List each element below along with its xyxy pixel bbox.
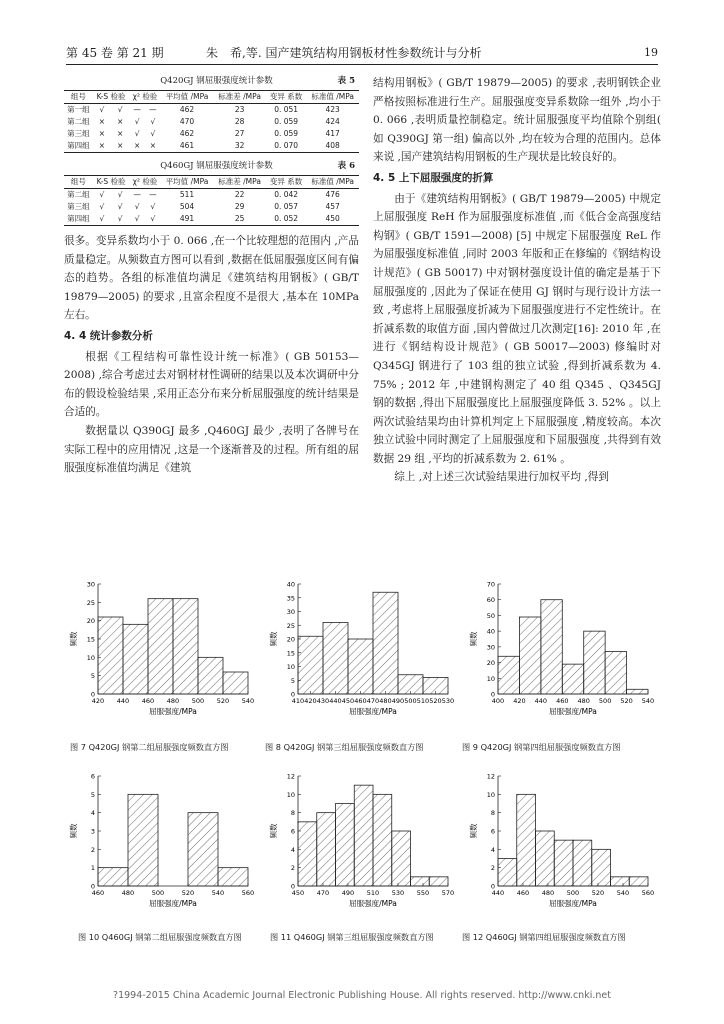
histogram-bar bbox=[554, 840, 573, 886]
x-tick-label: 400 bbox=[491, 697, 505, 705]
x-tick-label: 540 bbox=[641, 697, 655, 705]
paragraph: 结构用钢板》( GB/T 19879—2005) 的要求 ,表明钢铁企业严格按照标准进行生产。屈服强度变异系数除一组外 ,均小于 0. 066 ,表明质量控制稳定。统计屈服强度平均值除个别组( 如 Q390GJ 第一组) 偏高以外 ,均在较为合理的范围内。总体来说 ,国产建筑结构用钢板的生产现状是比较良好的。 bbox=[373, 77, 661, 164]
x-tick-label: 510 bbox=[366, 889, 380, 897]
table-cell: √ bbox=[93, 213, 111, 226]
table-cell: √ bbox=[129, 213, 145, 226]
y-tick-label: 15 bbox=[86, 635, 95, 644]
table-cell: 491 bbox=[161, 213, 214, 226]
y-tick-label: 0 bbox=[490, 690, 495, 699]
x-axis-label: 屈服强度/MPa bbox=[149, 707, 197, 716]
table6-header: χ² 检验 bbox=[129, 176, 160, 189]
table5 bbox=[64, 90, 359, 153]
y-tick-label: 35 bbox=[286, 594, 295, 603]
y-tick-label: 2 bbox=[290, 864, 295, 873]
figure-row-1 bbox=[64, 580, 664, 716]
x-tick-label: 420 bbox=[91, 697, 105, 705]
fig12-caption: 图 12 Q460GJ 钢第四组屈服强度频数直方图 bbox=[462, 932, 626, 942]
table6-header: 组号 bbox=[64, 176, 93, 189]
y-tick-label: 4 bbox=[90, 809, 95, 818]
table-cell: 504 bbox=[179, 202, 195, 211]
page-header bbox=[66, 44, 658, 66]
histogram-bar bbox=[584, 631, 605, 694]
table6-number: 表 6 bbox=[337, 161, 355, 171]
table-cell: 0. 059 bbox=[274, 117, 299, 126]
histogram-bar bbox=[498, 859, 517, 887]
table5-number: 表 5 bbox=[337, 76, 355, 86]
histogram-bar bbox=[218, 868, 248, 886]
table-cell: × bbox=[129, 140, 145, 153]
table-row bbox=[64, 201, 359, 213]
x-tick-label: 440 bbox=[116, 697, 130, 705]
x-tick-label: 510 bbox=[416, 697, 430, 705]
x-tick-label: 420 bbox=[304, 697, 317, 705]
histogram-fig8 bbox=[264, 580, 464, 720]
left-column bbox=[64, 74, 359, 478]
x-tick-label: 460 bbox=[141, 697, 155, 705]
histogram-bar bbox=[298, 636, 323, 694]
x-tick-label: 470 bbox=[316, 889, 330, 897]
x-tick-label: 520 bbox=[591, 889, 605, 897]
table-cell: 0. 057 bbox=[274, 202, 299, 211]
table-cell: 第二组 bbox=[67, 117, 90, 126]
x-tick-label: 520 bbox=[181, 889, 195, 897]
x-tick-label: 540 bbox=[616, 889, 630, 897]
y-tick-label: 12 bbox=[486, 772, 495, 781]
histogram-bar bbox=[392, 831, 411, 886]
table-cell: × bbox=[93, 140, 111, 153]
y-tick-label: 25 bbox=[286, 621, 295, 630]
histogram-bar bbox=[429, 877, 448, 886]
histogram-fig12 bbox=[464, 772, 664, 912]
x-tick-label: 480 bbox=[166, 697, 180, 705]
table-cell: 424 bbox=[325, 117, 340, 126]
y-tick-label: 0 bbox=[90, 690, 95, 699]
x-tick-label: 490 bbox=[341, 889, 355, 897]
x-tick-label: 530 bbox=[441, 697, 455, 705]
table-cell: √ bbox=[134, 129, 140, 138]
y-tick-label: 25 bbox=[86, 598, 95, 607]
table6-title: Q460GJ 钢屈服强度统计参数 bbox=[160, 161, 273, 171]
x-tick-label: 500 bbox=[404, 697, 417, 705]
x-tick-label: 440 bbox=[329, 697, 342, 705]
y-tick-label: 20 bbox=[86, 617, 95, 626]
histogram-bar bbox=[611, 877, 630, 886]
table-cell: × bbox=[111, 140, 129, 153]
histogram-bar bbox=[188, 813, 218, 886]
table-cell: √ bbox=[150, 117, 156, 126]
table5-header: χ² 检验 bbox=[129, 91, 160, 104]
histogram-bar bbox=[562, 664, 583, 694]
table-cell: 470 bbox=[179, 117, 195, 126]
x-tick-label: 470 bbox=[366, 697, 380, 705]
table-cell: — bbox=[149, 190, 157, 199]
table-cell: × bbox=[98, 117, 106, 126]
y-tick-label: 12 bbox=[286, 772, 295, 781]
y-tick-label: 40 bbox=[486, 627, 495, 636]
table-cell: 第二组 bbox=[67, 190, 90, 199]
y-tick-label: 30 bbox=[86, 580, 95, 589]
table-cell: √ bbox=[145, 213, 161, 226]
table-cell: 第四组 bbox=[64, 213, 93, 226]
paragraph: 综上 ,对上述三次试验结果进行加权平均 ,得到 bbox=[394, 471, 609, 484]
histogram-bar bbox=[223, 672, 248, 694]
histogram-bar bbox=[148, 599, 173, 694]
x-tick-label: 460 bbox=[556, 697, 569, 705]
fig9-caption: 图 9 Q420GJ 钢第四组屈服强度频数直方图 bbox=[462, 742, 621, 752]
y-tick-label: 0 bbox=[90, 882, 95, 891]
x-tick-label: 460 bbox=[354, 697, 367, 705]
x-tick-label: 520 bbox=[429, 697, 442, 705]
y-tick-label: 50 bbox=[486, 611, 495, 620]
histogram-bar bbox=[605, 652, 626, 694]
table-cell: 462 bbox=[179, 129, 195, 138]
x-tick-label: 490 bbox=[391, 697, 405, 705]
paragraph: 根据《工程结构可靠性设计统一标准》( GB 50153—2008) ,综合考虑过去对钢材材性调研的结果以及本次调研中分布的假设检验结果 ,采用正态分布来分析屈服强度的统计结果是合适的。 bbox=[64, 350, 359, 419]
table5-title: Q420GJ 钢屈服强度统计参数 bbox=[160, 76, 273, 86]
histogram-fig11 bbox=[264, 772, 464, 912]
table5-header: 标准差 /MPa bbox=[213, 91, 266, 104]
table5-header: 平均值 /MPa bbox=[161, 91, 214, 104]
histogram-fig7 bbox=[64, 580, 264, 720]
x-tick-label: 530 bbox=[391, 889, 405, 897]
y-tick-label: 20 bbox=[286, 635, 295, 644]
fig8-caption: 图 8 Q420GJ 钢第三组屈服强度频数直方图 bbox=[265, 742, 424, 752]
y-axis-label: 频数 bbox=[69, 823, 78, 839]
figure-row-2 bbox=[64, 772, 664, 908]
x-tick-label: 450 bbox=[291, 889, 305, 897]
y-tick-label: 30 bbox=[286, 608, 295, 616]
table6-caption bbox=[64, 159, 359, 175]
table-cell: 25 bbox=[213, 213, 266, 226]
y-axis-label: 频数 bbox=[269, 631, 278, 647]
y-tick-label: 20 bbox=[486, 659, 495, 668]
table-cell: 423 bbox=[325, 105, 340, 114]
x-axis-label: 屈服强度/MPa bbox=[349, 899, 397, 908]
table-cell: — bbox=[133, 190, 141, 199]
y-tick-label: 8 bbox=[290, 809, 295, 818]
y-axis-label: 频数 bbox=[469, 631, 478, 647]
x-tick-label: 540 bbox=[211, 889, 225, 897]
table-cell: √ bbox=[117, 202, 123, 211]
histogram-bar bbox=[541, 600, 562, 694]
x-tick-label: 420 bbox=[513, 697, 526, 705]
y-tick-label: 10 bbox=[286, 790, 295, 799]
x-tick-label: 440 bbox=[491, 889, 505, 897]
x-tick-label: 500 bbox=[151, 889, 165, 897]
table-cell: 27 bbox=[234, 129, 245, 138]
x-tick-label: 460 bbox=[516, 889, 530, 897]
table-cell: √ bbox=[150, 202, 156, 211]
y-tick-label: 2 bbox=[490, 864, 495, 873]
y-axis-label: 频数 bbox=[69, 631, 78, 647]
histogram-bar bbox=[629, 877, 648, 886]
y-axis-label: 频数 bbox=[469, 823, 478, 839]
table6-header: 标准差 /MPa bbox=[213, 176, 266, 189]
y-tick-label: 60 bbox=[486, 596, 495, 605]
table-cell: 第三组 bbox=[67, 202, 90, 211]
page-number: 19 bbox=[644, 46, 658, 59]
section-heading: 4. 5 上下屈服强度的折算 bbox=[373, 171, 494, 184]
histogram-bar bbox=[627, 689, 648, 694]
paragraph: 数据量以 Q390GJ 最多 ,Q460GJ 最少 ,表明了各牌号在实际工程中的应用情况 ,这是一个逐渐普及的过程。所有组的屈服强度标准值均满足《建筑 bbox=[64, 424, 359, 475]
table-cell: 第三组 bbox=[67, 129, 90, 138]
x-tick-label: 520 bbox=[620, 697, 633, 705]
x-tick-label: 480 bbox=[577, 697, 590, 705]
x-axis-label: 屈服强度/MPa bbox=[549, 707, 597, 716]
table-cell: 第四组 bbox=[64, 140, 93, 153]
table5-caption bbox=[64, 74, 359, 90]
table-row bbox=[64, 140, 359, 153]
table-cell: √ bbox=[111, 213, 129, 226]
x-tick-label: 500 bbox=[566, 889, 580, 897]
x-tick-label: 480 bbox=[121, 889, 135, 897]
table-cell: 22 bbox=[234, 190, 245, 199]
x-tick-label: 500 bbox=[598, 697, 612, 705]
table-cell: 462 bbox=[179, 105, 195, 114]
x-tick-label: 550 bbox=[416, 889, 430, 897]
y-tick-label: 5 bbox=[90, 672, 95, 681]
y-tick-label: 0 bbox=[290, 882, 295, 891]
y-tick-label: 0 bbox=[290, 690, 295, 699]
table-cell: 511 bbox=[179, 190, 195, 199]
histogram-bar bbox=[373, 794, 392, 886]
y-tick-label: 10 bbox=[486, 790, 495, 799]
y-tick-label: 10 bbox=[286, 663, 295, 671]
table-cell: √ bbox=[150, 129, 156, 138]
y-axis-label: 频数 bbox=[269, 823, 278, 839]
table5-header: 变异 系数 bbox=[266, 91, 306, 104]
y-tick-label: 10 bbox=[486, 674, 495, 683]
article-running-title: 朱 希,等. 国产建筑结构用钢板材性参数统计与分析 bbox=[206, 46, 482, 60]
table-cell: 476 bbox=[325, 190, 340, 199]
y-tick-label: 3 bbox=[90, 827, 95, 836]
histogram-bar bbox=[348, 639, 373, 694]
histogram-bar bbox=[123, 624, 148, 694]
table-cell: 0. 052 bbox=[266, 213, 306, 226]
table-cell: 32 bbox=[213, 140, 266, 153]
x-tick-label: 450 bbox=[341, 697, 355, 705]
table-cell: √ bbox=[99, 202, 105, 211]
table6-header: 变异 系数 bbox=[266, 176, 306, 189]
histogram-bar bbox=[198, 657, 223, 694]
table-cell: — bbox=[149, 105, 157, 114]
table6-header: 标准值 /MPa bbox=[306, 176, 359, 189]
histogram-bar bbox=[98, 617, 123, 694]
x-tick-label: 560 bbox=[241, 889, 255, 897]
fig7-caption: 图 7 Q420GJ 钢第二组屈服强度频数直方图 bbox=[70, 742, 229, 752]
x-axis-label: 屈服强度/MPa bbox=[349, 707, 397, 716]
x-tick-label: 430 bbox=[316, 697, 330, 705]
histogram-bar bbox=[498, 656, 519, 694]
table5-header: 组号 bbox=[64, 91, 93, 104]
table5-header: 标准值 /MPa bbox=[306, 91, 359, 104]
table-row bbox=[64, 128, 359, 140]
table-row bbox=[64, 213, 359, 226]
histogram-bar bbox=[98, 868, 128, 886]
x-tick-label: 480 bbox=[541, 889, 555, 897]
y-tick-label: 6 bbox=[490, 827, 495, 836]
x-tick-label: 570 bbox=[441, 889, 455, 897]
right-column bbox=[373, 74, 661, 487]
x-tick-label: 540 bbox=[241, 697, 255, 705]
paragraph: 由于《建筑结构用钢板》( GB/T 19879—2005) 中规定上屈服强度 ReH 作为屈服强度标准值 ,而《低合金高强度结构钢》( GB/T 1591—2008) [5] 中规定下屈服强度 ReL 作为屈服强度标准值 ,同时 2003 年版和正在修编的《钢结构设计规范》( GB 50017) 中对钢材强度设计值的确定是基于下屈服强度的 ,因此为了保证在使用 GJ 钢时与现行设计方法一致 ,考虑将上屈服强度折减为下屈服强度进行不定性统计。在折减系数的取值方面 ,国内曾做过几次测定[16]: 2010 年 ,在进行《钢结构设计规范》( GB 50017—2003) 修编时对 Q345GJ 钢进行了 103 组的独立试验 ,得到折减系数为 4. 75% ; 2012 年 ,中建钢构测定了 40 组 Q345 、Q345GJ 钢的数据 ,得出下屈服强度比上屈服强度降低 3. 52% 。以上两次试验结果均由计算机判定上下屈服强度 ,精度较高。本次独立试验中同时测定了上屈服强度和下屈服强度 ,共得到有效数据 29 组 ,平均的折减系数为 2. 61% 。 bbox=[373, 192, 661, 465]
histogram-bar bbox=[517, 794, 536, 886]
y-tick-label: 15 bbox=[286, 649, 295, 658]
table-cell: × bbox=[98, 129, 106, 138]
table-cell: √ bbox=[134, 117, 140, 126]
table-cell: 408 bbox=[306, 140, 359, 153]
y-tick-label: 6 bbox=[290, 827, 295, 836]
x-tick-label: 560 bbox=[641, 889, 655, 897]
y-tick-label: 1 bbox=[90, 864, 95, 873]
y-tick-label: 8 bbox=[490, 809, 495, 818]
table-cell: × bbox=[117, 117, 124, 126]
x-tick-label: 500 bbox=[191, 697, 205, 705]
x-tick-label: 480 bbox=[379, 697, 392, 705]
table-cell: 461 bbox=[161, 140, 214, 153]
table-row bbox=[64, 189, 359, 202]
table-cell: 0. 070 bbox=[266, 140, 306, 153]
table-cell: 29 bbox=[234, 202, 245, 211]
histogram-bar bbox=[298, 822, 317, 886]
table6-header: K-S 检验 bbox=[93, 176, 129, 189]
y-tick-label: 10 bbox=[86, 653, 95, 662]
table-cell: 28 bbox=[234, 117, 245, 126]
histogram-bar bbox=[411, 877, 430, 886]
table-cell: 0. 051 bbox=[274, 105, 299, 114]
histogram-bar bbox=[336, 804, 355, 887]
table-cell: √ bbox=[117, 190, 123, 199]
copyright-footer: ?1994-2015 China Academic Journal Electronic Publishing House. All rights reserved. http://www.cnki.net bbox=[113, 990, 611, 1001]
histogram-bar bbox=[536, 831, 555, 886]
y-tick-label: 5 bbox=[290, 676, 295, 685]
table-cell: 第一组 bbox=[67, 105, 90, 114]
table-cell: 23 bbox=[234, 105, 245, 114]
histogram-bar bbox=[573, 840, 592, 886]
paragraph: 很多。变异系数均小于 0. 066 ,在一个比较理想的范围内 ,产品质量稳定。从频数直方图可以看到 ,数据在低屈服强度区间有偏态的趋势。各组的标准值均满足《建筑结构用钢板》( GB/T 19879—2005) 的要求 ,且富余程度不是很大 ,基本在 10MPa 左右。 bbox=[64, 235, 359, 322]
table-cell: √ bbox=[99, 190, 105, 199]
histogram-bar bbox=[373, 592, 398, 694]
histogram-bar bbox=[128, 794, 158, 886]
histogram-bar bbox=[519, 617, 540, 694]
journal-issue: 第 45 卷 第 21 期 bbox=[66, 46, 164, 60]
y-tick-label: 0 bbox=[490, 882, 495, 891]
y-tick-label: 6 bbox=[90, 772, 95, 781]
histogram-bar bbox=[317, 813, 336, 886]
table-cell: 0. 059 bbox=[274, 129, 299, 138]
x-tick-label: 460 bbox=[91, 889, 105, 897]
table-cell: × bbox=[117, 129, 124, 138]
table-cell: — bbox=[133, 105, 141, 114]
x-axis-label: 屈服强度/MPa bbox=[149, 899, 197, 908]
table-cell: √ bbox=[99, 105, 105, 114]
x-tick-label: 440 bbox=[534, 697, 548, 705]
y-tick-label: 4 bbox=[490, 845, 495, 854]
table-cell: 0. 042 bbox=[274, 190, 299, 199]
table6 bbox=[64, 175, 359, 226]
table-row bbox=[64, 104, 359, 117]
header-rule bbox=[66, 64, 658, 65]
histogram-bar bbox=[592, 849, 611, 886]
table-cell: 457 bbox=[325, 202, 340, 211]
x-axis-label: 屈服强度/MPa bbox=[549, 899, 597, 908]
table-cell: 417 bbox=[325, 129, 340, 138]
histogram-fig9 bbox=[464, 580, 664, 720]
histogram-bar bbox=[173, 599, 198, 694]
fig10-caption: 图 10 Q460GJ 钢第二组屈服强度频数直方图 bbox=[78, 932, 242, 942]
y-tick-label: 30 bbox=[486, 643, 495, 652]
histogram-fig10 bbox=[64, 772, 264, 912]
fig11-caption: 图 11 Q460GJ 钢第三组屈服强度频数直方图 bbox=[270, 932, 434, 942]
y-tick-label: 4 bbox=[290, 845, 295, 854]
table-row bbox=[64, 116, 359, 128]
y-tick-label: 70 bbox=[486, 580, 495, 589]
table-cell: √ bbox=[134, 202, 140, 211]
table-cell: 450 bbox=[306, 213, 359, 226]
x-tick-label: 520 bbox=[216, 697, 230, 705]
section-heading: 4. 4 统计参数分析 bbox=[64, 329, 153, 342]
y-tick-label: 40 bbox=[286, 580, 295, 589]
y-tick-label: 5 bbox=[90, 790, 95, 799]
table-cell: √ bbox=[117, 105, 123, 114]
y-tick-label: 2 bbox=[90, 845, 95, 854]
table6-header: 平均值 /MPa bbox=[161, 176, 214, 189]
table5-header: K-S 检验 bbox=[93, 91, 129, 104]
histogram-bar bbox=[354, 785, 373, 886]
table-cell: × bbox=[145, 140, 161, 153]
histogram-bar bbox=[323, 623, 348, 695]
x-tick-label: 410 bbox=[291, 697, 305, 705]
